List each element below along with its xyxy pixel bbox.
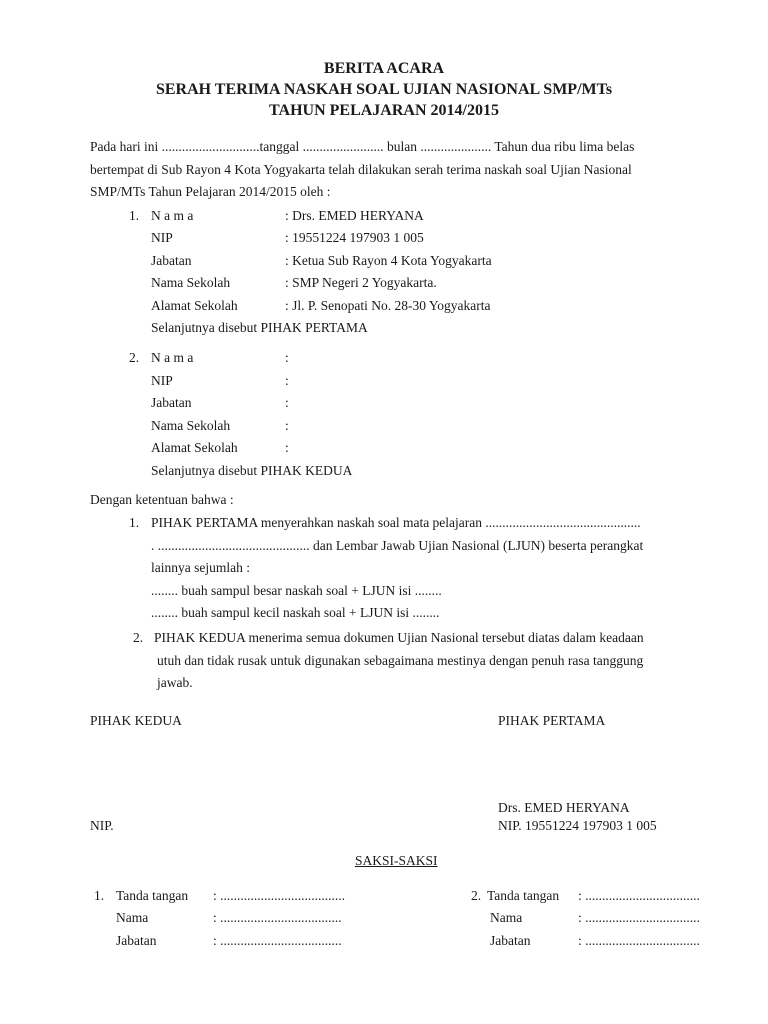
terms-item1-line5: ........ buah sampul kecil naskah soal + LJUN isi ........ — [151, 605, 440, 620]
witness2-jabatan-value: : .................................. — [578, 933, 700, 948]
terms-item2-line2: utuh dan tidak rusak untuk digunakan sebagaimana mestinya dengan penuh rasa tanggung — [157, 653, 644, 668]
party2-nip-value: : — [285, 373, 289, 388]
terms-intro: Dengan ketentuan bahwa : — [90, 492, 234, 507]
party1-footer: Selanjutnya disebut PIHAK PERTAMA — [151, 320, 368, 335]
signature-right-name: Drs. EMED HERYANA — [498, 800, 630, 815]
witness2-ttd-value: : .................................. — [578, 888, 700, 903]
witness1-ttd-value: : ..................................... — [213, 888, 346, 903]
terms-item2-line3: jawab. — [157, 675, 193, 690]
party2-number: 2. — [129, 350, 140, 365]
intro-line-1: Pada hari ini .............................tanggal ........................ bulan ..................... Tahun dua ribu lima belas — [90, 139, 635, 154]
intro-line-2: bertempat di Sub Rayon 4 Kota Yogyakarta telah dilakukan serah terima naskah soal Ujian Nasional — [90, 162, 632, 177]
party2-alamat-value: : — [285, 440, 289, 455]
witness1-nama-label: Nama — [116, 910, 149, 925]
witness1-ttd-label: Tanda tangan — [116, 888, 189, 903]
party2-alamat-label: Alamat Sekolah — [151, 440, 238, 455]
signature-left-title: PIHAK KEDUA — [90, 713, 182, 728]
party2-sekolah-value: : — [285, 418, 289, 433]
document-title: BERITA ACARA — [323, 60, 445, 77]
party1-alamat-value: : Jl. P. Senopati No. 28-30 Yogyakarta — [285, 298, 491, 313]
party1-sekolah-label: Nama Sekolah — [151, 275, 231, 290]
document-subtitle: SERAH TERIMA NASKAH SOAL UJIAN NASIONAL SMP/MTs — [155, 81, 613, 98]
party1-jabatan-value: : Ketua Sub Rayon 4 Kota Yogyakarta — [285, 253, 492, 268]
party2-nip-label: NIP — [151, 373, 173, 388]
party2-sekolah-label: Nama Sekolah — [151, 418, 231, 433]
party1-nip-value: : 19551224 197903 1 005 — [285, 230, 424, 245]
party2-name-value: : — [285, 350, 289, 365]
party1-alamat-label: Alamat Sekolah — [151, 298, 238, 313]
terms-item1-number: 1. — [129, 515, 140, 530]
signature-right-nip: NIP. 19551224 197903 1 005 — [498, 818, 657, 833]
witness2-nama-value: : .................................. — [578, 910, 700, 925]
terms-item1-line4: ........ buah sampul besar naskah soal + LJUN isi ........ — [151, 583, 442, 598]
witness1-jabatan-label: Jabatan — [116, 933, 157, 948]
terms-item2-line1: PIHAK KEDUA menerima semua dokumen Ujian Nasional tersebut diatas dalam keadaan — [154, 630, 644, 645]
party2-name-label: N a m a — [151, 350, 194, 365]
party2-jabatan-value: : — [285, 395, 289, 410]
witness2-jabatan-label: Jabatan — [490, 933, 531, 948]
terms-item1-line3: lainnya sejumlah : — [151, 560, 250, 575]
signature-left-nip: NIP. — [90, 818, 114, 833]
witness2-number: 2. — [471, 888, 482, 903]
party2-jabatan-label: Jabatan — [151, 395, 192, 410]
witness2-nama-label: Nama — [490, 910, 523, 925]
party1-name-value: : Drs. EMED HERYANA — [285, 208, 424, 223]
party1-nip-label: NIP — [151, 230, 173, 245]
party1-name-label: N a m a — [151, 208, 194, 223]
witness1-nama-value: : .................................... — [213, 910, 342, 925]
witness1-number: 1. — [94, 888, 105, 903]
party1-sekolah-value: : SMP Negeri 2 Yogyakarta. — [285, 275, 437, 290]
intro-line-3: SMP/MTs Tahun Pelajaran 2014/2015 oleh : — [90, 184, 331, 199]
party1-jabatan-label: Jabatan — [151, 253, 192, 268]
witness2-ttd-label: Tanda tangan — [487, 888, 560, 903]
party1-number: 1. — [129, 208, 140, 223]
terms-item2-number: 2. — [133, 630, 144, 645]
terms-item1-line2: . ............................................. dan Lembar Jawab Ujian Nasional (LJUN) beserta perangkat — [151, 538, 644, 553]
terms-item1-line1: PIHAK PERTAMA menyerahkan naskah soal mata pelajaran .............................................. — [151, 515, 641, 530]
witness1-jabatan-value: : .................................... — [213, 933, 342, 948]
signature-right-title: PIHAK PERTAMA — [498, 713, 606, 728]
party2-footer: Selanjutnya disebut PIHAK KEDUA — [151, 463, 353, 478]
document-year: TAHUN PELAJARAN 2014/2015 — [269, 102, 499, 119]
witnesses-title: SAKSI-SAKSI — [355, 853, 438, 868]
